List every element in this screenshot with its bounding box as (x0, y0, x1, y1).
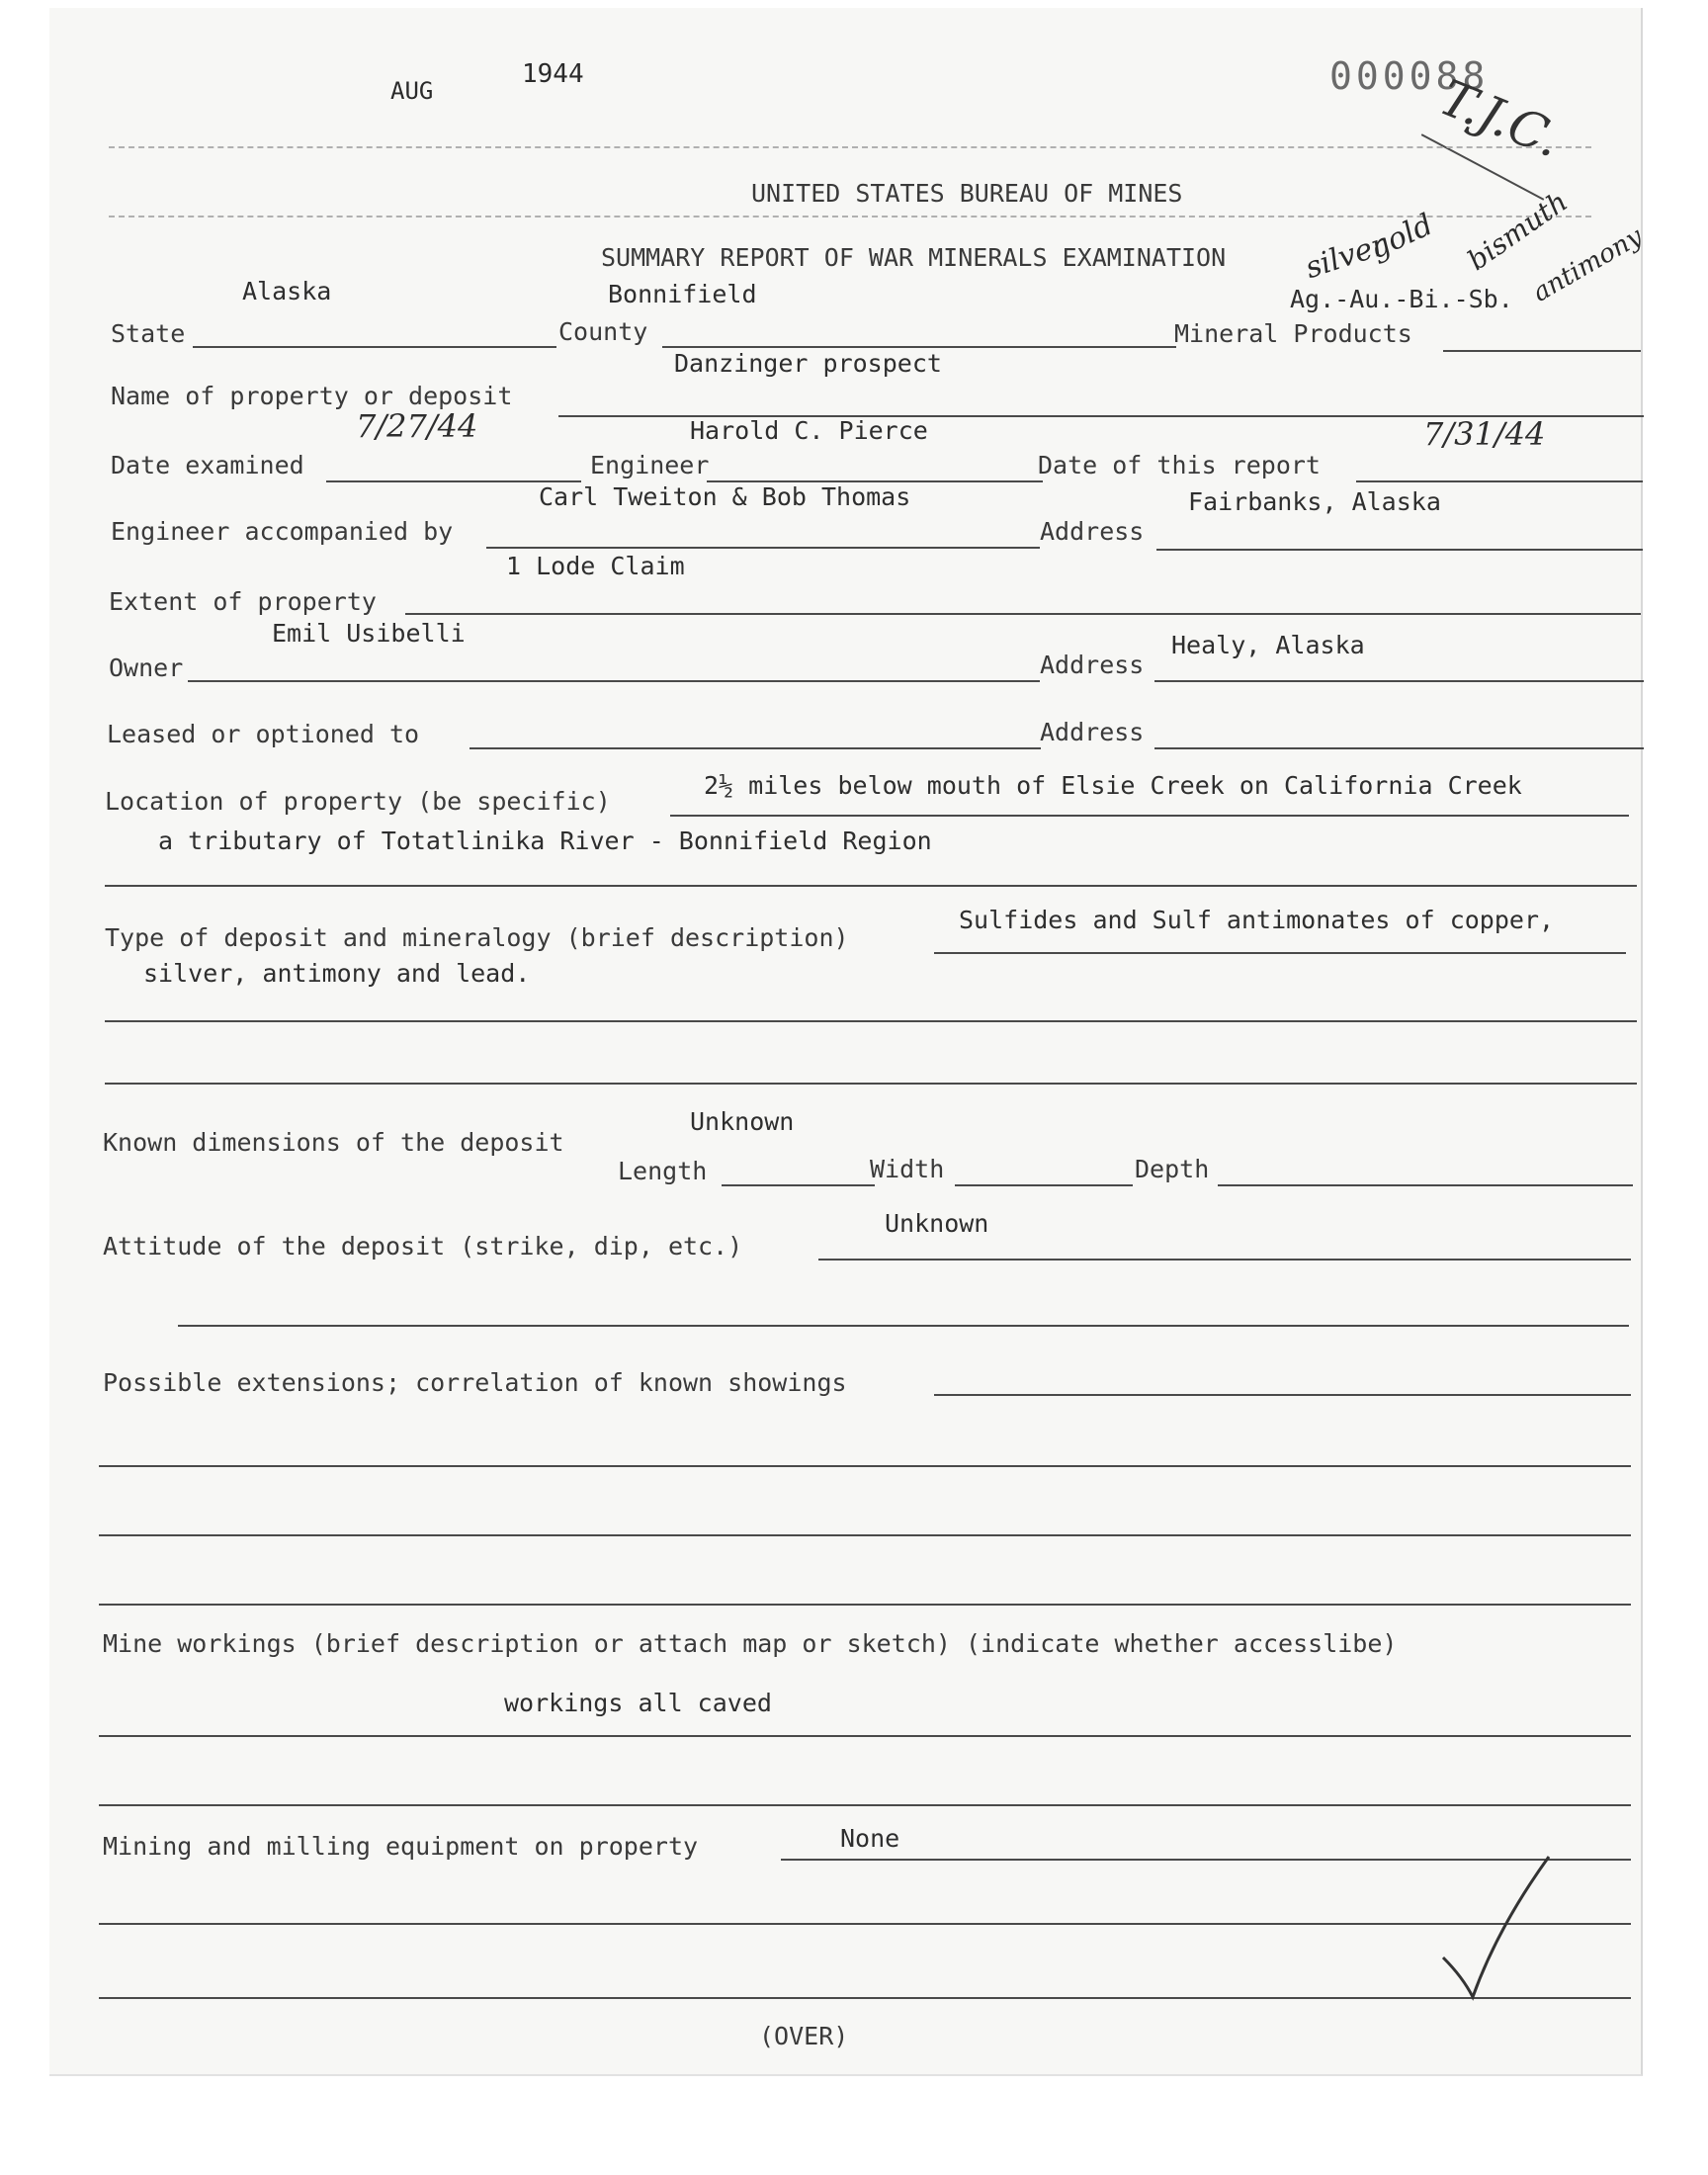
accompanied-label: Engineer accompanied by (111, 517, 454, 546)
property-name-value: Danzinger prospect (674, 349, 942, 378)
divider (109, 216, 1591, 218)
equipment-line-3 (99, 1997, 1631, 1999)
location-line (670, 815, 1629, 817)
owner-line (188, 680, 1040, 682)
leased-label: Leased or optioned to (107, 720, 420, 748)
deposit-type-line (934, 952, 1626, 954)
agency-title: UNITED STATES BUREAU OF MINES (751, 179, 1183, 208)
accompanied-value: Carl Tweiton & Bob Thomas (539, 482, 911, 511)
accompanied-line (486, 547, 1040, 549)
mineral-products-value: Ag.-Au.-Bi.-Sb. (1290, 285, 1513, 313)
annotation-bismuth: bismuth (1461, 185, 1574, 278)
owner-label: Owner (109, 653, 184, 682)
location-label: Location of property (be specific) (105, 787, 611, 816)
leased-address-label: Address (1040, 718, 1145, 746)
annotation-gold: gold (1364, 207, 1439, 267)
form-sheet (49, 8, 1643, 2076)
dimensions-value: Unknown (690, 1107, 795, 1136)
property-name-label: Name of property or deposit (111, 382, 513, 410)
workings-line (99, 1735, 1631, 1737)
extensions-line (934, 1394, 1631, 1396)
annotation-antimony: antimony (1527, 221, 1649, 308)
attitude-value: Unknown (885, 1209, 989, 1238)
state-value: Alaska (242, 277, 332, 305)
extensions-line-3 (99, 1534, 1631, 1536)
mineral-products-label: Mineral Products (1174, 319, 1412, 348)
accompanied-address-line (1156, 549, 1643, 551)
owner-value: Emil Usibelli (272, 619, 466, 648)
state-line (193, 346, 556, 348)
doc-number: 000088 (1329, 54, 1490, 98)
state-label: State (111, 319, 186, 348)
stamp-month: AUG (390, 77, 434, 105)
county-value: Bonnifield (608, 280, 757, 308)
owner-address-line (1154, 680, 1644, 682)
depth-line (1218, 1184, 1633, 1186)
owner-address-value: Healy, Alaska (1171, 631, 1365, 659)
deposit-type-line-2 (105, 1020, 1637, 1022)
depth-label: Depth (1135, 1155, 1210, 1183)
engineer-value: Harold C. Pierce (690, 416, 928, 445)
location-line-2 (105, 885, 1637, 887)
equipment-label: Mining and milling equipment on property (103, 1832, 699, 1861)
deposit-type-value-line2: silver, antimony and lead. (143, 959, 531, 988)
county-line (662, 346, 1176, 348)
check-mark-icon (1438, 1849, 1557, 2007)
owner-address-label: Address (1040, 651, 1145, 679)
accompanied-address-label: Address (1040, 517, 1145, 546)
workings-value: workings all caved (504, 1689, 772, 1717)
extensions-label: Possible extensions; correlation of known showings (103, 1368, 847, 1397)
dimensions-label: Known dimensions of the deposit (103, 1128, 564, 1157)
stamp-year: 1944 (522, 59, 584, 89)
workings-line-2 (99, 1804, 1631, 1806)
location-value-line1: 2½ miles below mouth of Elsie Creek on California Creek (704, 771, 1522, 800)
extent-line (405, 613, 1641, 615)
leased-address-line (1154, 747, 1644, 749)
attitude-line (818, 1259, 1631, 1261)
engineer-label: Engineer (590, 451, 710, 479)
workings-label: Mine workings (brief description or attach map or sketch) (indicate whether accesslibe) (103, 1629, 1398, 1658)
initials-handwritten: T.J.C. (1431, 68, 1570, 169)
deposit-type-line-3 (105, 1083, 1637, 1085)
deposit-type-label: Type of deposit and mineralogy (brief description) (105, 923, 849, 952)
date-examined-value: 7/27/44 (356, 407, 478, 445)
extent-value: 1 Lode Claim (506, 552, 685, 580)
extensions-line-4 (99, 1604, 1631, 1606)
mineral-products-line (1443, 350, 1641, 352)
equipment-value: None (840, 1824, 900, 1853)
county-label: County (558, 317, 648, 346)
attitude-line-2 (178, 1325, 1629, 1327)
extent-label: Extent of property (109, 587, 377, 616)
attitude-label: Attitude of the deposit (strike, dip, etc.) (103, 1232, 743, 1261)
report-title: SUMMARY REPORT OF WAR MINERALS EXAMINATION (601, 243, 1227, 272)
report-date-value: 7/31/44 (1423, 415, 1546, 453)
location-value-line2: a tributary of Totatlinika River - Bonnifield Region (158, 826, 932, 855)
extensions-line-2 (99, 1465, 1631, 1467)
deposit-type-value-line1: Sulfides and Sulf antimonates of copper, (959, 906, 1555, 934)
over-label: (OVER) (759, 2022, 849, 2050)
width-line (955, 1184, 1133, 1186)
date-examined-label: Date examined (111, 451, 304, 479)
length-line (722, 1184, 875, 1186)
divider (109, 146, 1591, 148)
report-date-line (1356, 480, 1643, 482)
length-label: Length (618, 1157, 708, 1185)
width-label: Width (870, 1155, 945, 1183)
annotation-silver: silver (1301, 226, 1391, 287)
accompanied-address-value: Fairbanks, Alaska (1188, 487, 1441, 516)
leased-line (470, 747, 1041, 749)
report-date-label: Date of this report (1038, 451, 1321, 479)
equipment-line-2 (99, 1923, 1631, 1925)
